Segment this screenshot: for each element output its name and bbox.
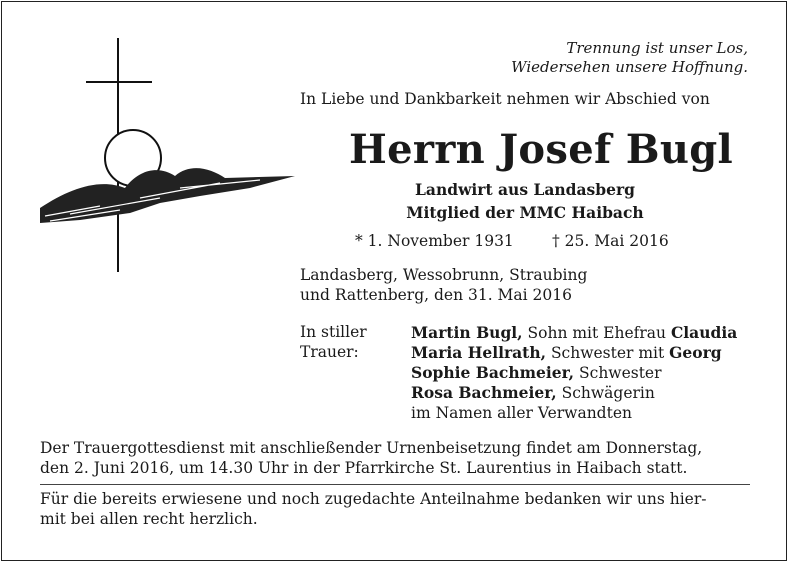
places-line-2: und Rattenberg, den 31. Mai 2016 xyxy=(300,286,572,304)
thanks-line-1: Für die bereits erwiesene und noch zugedachte Anteilnahme bedanken wir uns hier- xyxy=(40,490,707,508)
mourner-line: Sophie Bachmeier, Schwester xyxy=(411,363,662,382)
membership: Mitglied der MMC Haibach xyxy=(406,203,644,222)
service-line-2: den 2. Juni 2016, um 14.30 Uhr in der Pfarrkirche St. Laurentius in Haibach statt. xyxy=(40,459,688,477)
cross-mountain-sun-icon xyxy=(40,38,295,276)
motto-line-2: Wiedersehen unsere Hoffnung. xyxy=(511,58,748,76)
divider xyxy=(40,484,750,485)
places-line-1: Landasberg, Wessobrunn, Straubing xyxy=(300,266,588,284)
mourner-line: Maria Hellrath, Schwester mit Georg xyxy=(411,343,722,362)
thanks-line-2: mit bei allen recht herzlich. xyxy=(40,510,258,528)
birth-date: * 1. November 1931 xyxy=(355,232,514,250)
deceased-name: Herrn Josef Bugl xyxy=(349,126,733,173)
service-line-1: Der Trauergottesdienst mit anschließender Urnenbeisetzung findet am Donnerstag, xyxy=(40,439,703,457)
motto-line-1: Trennung ist unser Los, xyxy=(566,39,748,57)
mourner-line: Martin Bugl, Sohn mit Ehefrau Claudia xyxy=(411,323,738,342)
mourning-label-2: Trauer: xyxy=(300,343,359,361)
intro-text: In Liebe und Dankbarkeit nehmen wir Abschied von xyxy=(300,90,710,108)
mourner-line: im Namen aller Verwandten xyxy=(411,404,632,422)
mourner-line: Rosa Bachmeier, Schwägerin xyxy=(411,383,655,402)
death-date: † 25. Mai 2016 xyxy=(552,232,669,250)
occupation: Landwirt aus Landasberg xyxy=(415,180,635,199)
mourning-label-1: In stiller xyxy=(300,323,367,341)
